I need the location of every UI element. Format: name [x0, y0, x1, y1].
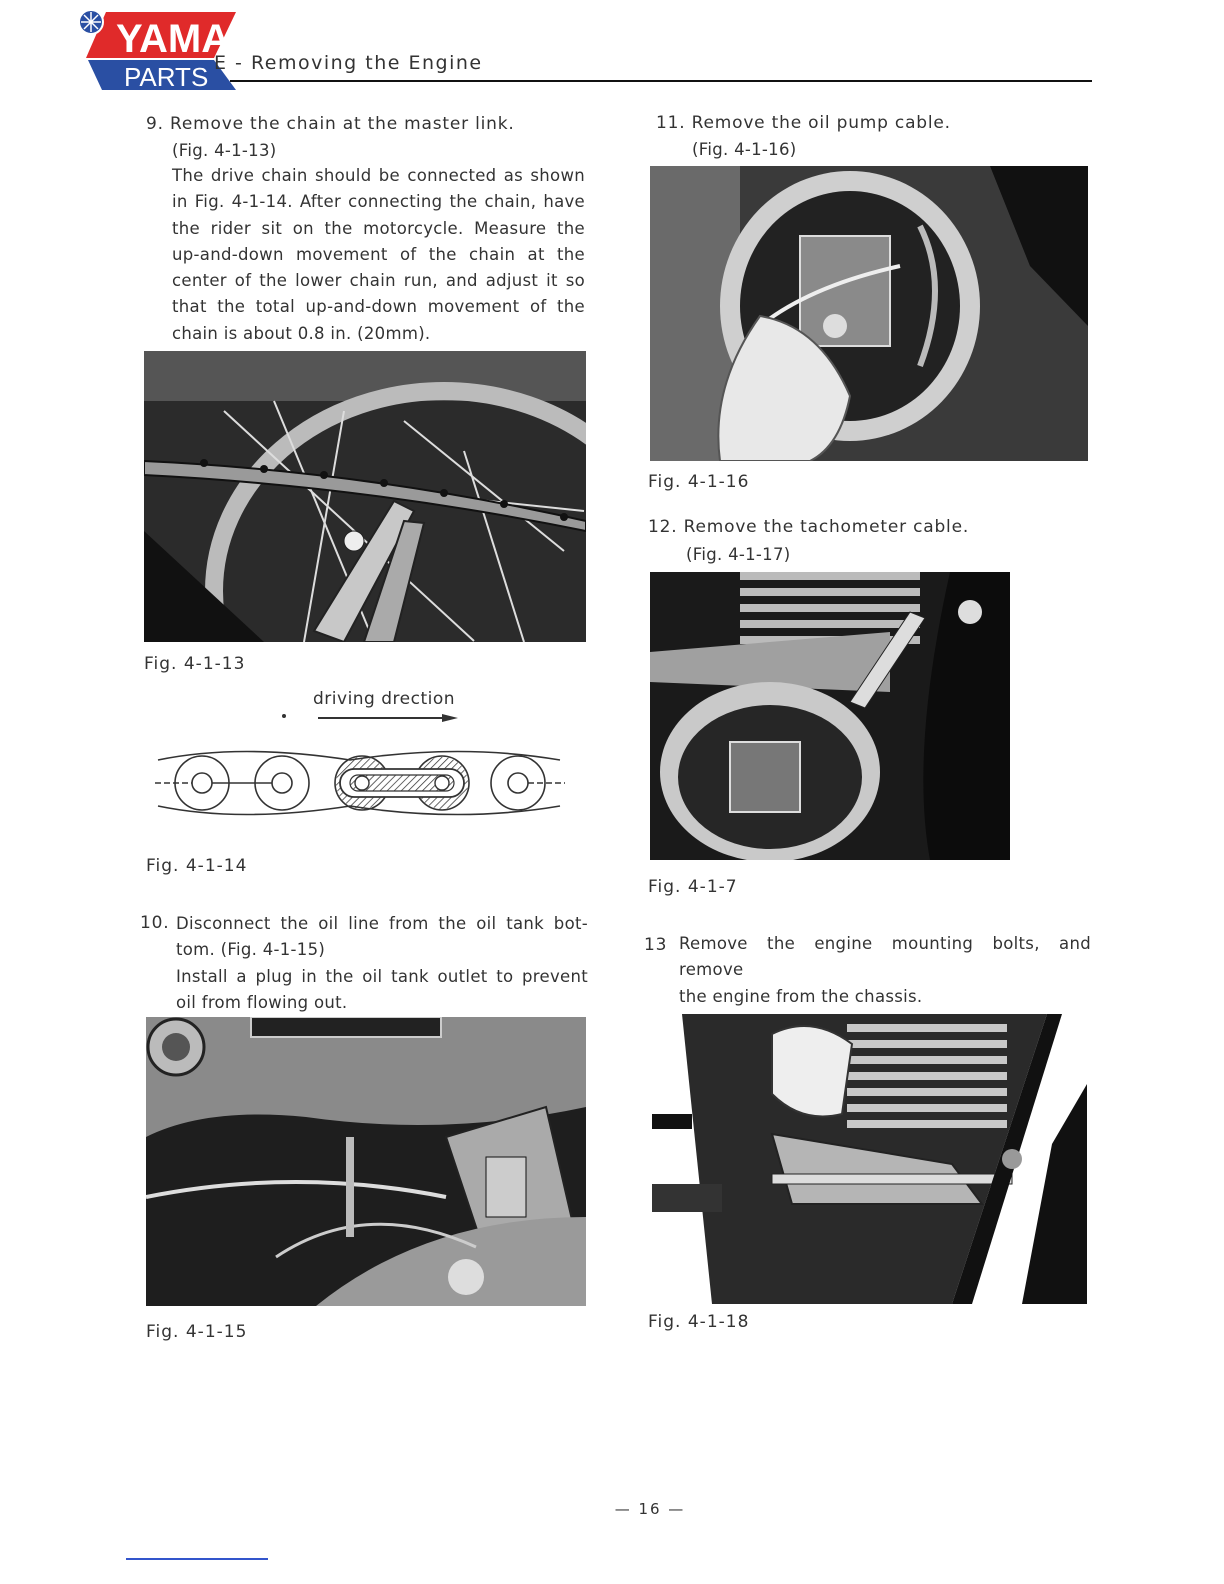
caption-fig-4-1-14: Fig. 4-1-14 — [146, 856, 248, 876]
page-number: — 16 — — [614, 1500, 686, 1518]
photo-fig-4-1-16 — [650, 166, 1088, 461]
step-10-line-4: oil from flowing out. — [176, 992, 348, 1012]
step-12-text: Remove the tachometer cable. — [683, 517, 970, 537]
step-11-text: Remove the oil pump cable. — [691, 113, 951, 133]
step-12-number: 12. — [648, 517, 678, 537]
step-9-body — [172, 163, 585, 347]
photo-fig-4-1-17 — [650, 572, 1010, 860]
step-11-title — [656, 113, 951, 133]
caption-fig-4-1-13: Fig. 4-1-13 — [144, 654, 246, 674]
step-10-body — [176, 911, 588, 1016]
step-11-number: 11. — [656, 113, 686, 133]
chain-diagram-svg — [140, 705, 580, 825]
logo-text-yama: YAMA — [116, 17, 231, 61]
step-12-title — [648, 517, 969, 537]
logo-text-parts: PARTS — [124, 62, 209, 92]
step-13-line-2: the engine from the chassis. — [679, 986, 923, 1006]
step-10-number: 10. — [140, 913, 170, 933]
yamaha-parts-logo — [74, 6, 239, 92]
step-10-line-2: tom. (Fig. 4-1-15) — [176, 940, 326, 960]
photo-fig-4-1-18 — [652, 1014, 1087, 1304]
step-13-number: 13 — [644, 935, 668, 955]
step-10-title — [140, 913, 169, 933]
step-9-text: Remove the chain at the master link. — [170, 114, 515, 134]
step-9-line-2: in Fig. 4-1-14. After connecting the chain, have — [172, 192, 585, 212]
caption-fig-4-1-17: Fig. 4-1-7 — [648, 877, 738, 897]
step-9-line-1: The drive chain should be connected as shown — [172, 166, 585, 185]
step-9-title — [146, 114, 515, 134]
caption-fig-4-1-18: Fig. 4-1-18 — [648, 1312, 750, 1332]
step-9-line-3: the rider sit on the motorcycle. Measure the — [172, 218, 585, 238]
driving-direction-label: driving drection — [313, 689, 456, 709]
step-9-ref: (Fig. 4-1-13) — [172, 141, 277, 160]
step-9-line-6: that the total up-and-down movement of the — [172, 297, 585, 317]
step-10-line-3: Install a plug in the oil tank outlet to prevent — [176, 966, 588, 986]
arrow-head — [442, 714, 458, 722]
step-13-line-1: Remove the engine mounting bolts, and remove — [679, 934, 1091, 980]
step-12-ref: (Fig. 4-1-17) — [686, 545, 791, 564]
step-9-line-7: chain is about 0.8 in. (20mm). — [172, 323, 431, 343]
step-11-ref: (Fig. 4-1-16) — [692, 140, 797, 159]
step-9-line-4: up-and-down movement of the chain at the — [172, 244, 585, 264]
section-title: E - Removing the Engine — [214, 52, 483, 74]
step-10-line-1: Disconnect the oil line from the oil tank bot- — [176, 914, 588, 933]
header-rule — [230, 80, 1092, 82]
photo-fig-4-1-13 — [144, 351, 586, 642]
step-13-title — [644, 935, 667, 955]
chain-diagram — [140, 705, 580, 825]
footer-link-underline — [126, 1558, 268, 1560]
caption-fig-4-1-16: Fig. 4-1-16 — [648, 472, 750, 492]
step-9-line-5: center of the lower chain run, and adjust it so — [172, 271, 585, 291]
photo-fig-4-1-15 — [146, 1017, 586, 1306]
step-9-number: 9. — [146, 114, 164, 134]
caption-fig-4-1-15: Fig. 4-1-15 — [146, 1322, 248, 1342]
